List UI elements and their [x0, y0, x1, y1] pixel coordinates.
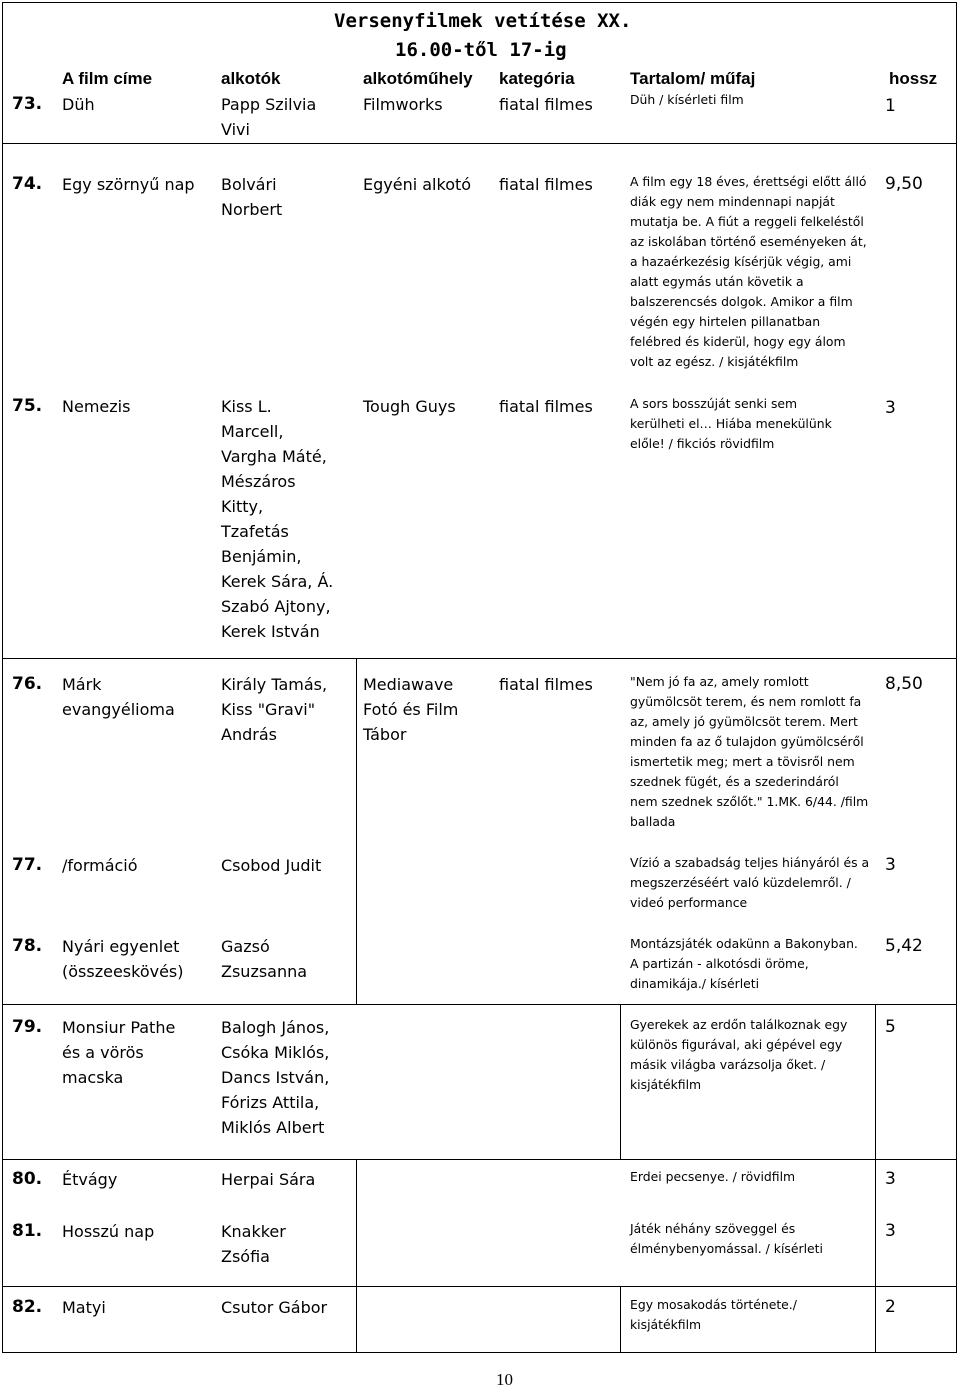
film-workshop: Fotó és Film [363, 700, 459, 719]
group-divider [2, 1159, 957, 1160]
film-creators: Fórizs Attila, [221, 1093, 320, 1112]
film-title: Egy szörnyű nap [62, 175, 195, 194]
film-creators: Miklós Albert [221, 1118, 325, 1137]
film-length: 2 [885, 1297, 896, 1317]
group-divider [2, 658, 957, 659]
film-creators: Tzafetás [221, 522, 289, 541]
film-creators: András [221, 725, 277, 744]
film-description: Gyerekek az erdőn találkoznak egy különös figurával, aki gépével egy másik világba varázsolja őket. / kisjátékfilm [630, 1017, 848, 1092]
header-category: kategória [499, 69, 575, 88]
group-divider [2, 1004, 957, 1005]
film-workshop: Mediawave [363, 675, 454, 694]
film-title: macska [62, 1068, 124, 1087]
film-creators: Zsuzsanna [221, 962, 308, 981]
film-creators: Szabó Ajtony, [221, 597, 331, 616]
film-creators: Benjámin, [221, 547, 302, 566]
film-title: Matyi [62, 1298, 106, 1317]
film-creators: Balogh János, [221, 1018, 330, 1037]
film-description: "Nem jó fa az, amely romlott gyümölcsöt terem, és nem romlott fa az, amely jó gyümölcsöt terem. Mert minden fa az ő tulajdon gyümölcséről ismertetik meg; mert a tövisről nem szednek fügét, és a szederindáról nem szednek szőlőt." 1.MK. 6/44. /film ballada [630, 674, 869, 829]
film-description: Játék néhány szöveggel és élménybenyomással. / kísérleti [630, 1221, 823, 1256]
film-workshop: Filmworks [363, 95, 443, 114]
film-creators: Csutor Gábor [221, 1298, 328, 1317]
film-length: 1 [885, 96, 896, 116]
film-creators: Vivi [221, 120, 250, 139]
film-title: és a vörös [62, 1043, 144, 1062]
film-description: A sors bosszúját senki sem kerülheti el… Hiába menekülünk előle! / fikciós rövidfilm [630, 396, 832, 451]
film-length: 3 [885, 1169, 896, 1189]
film-creators: Knakker [221, 1222, 286, 1241]
group-divider [2, 1286, 957, 1287]
header-content: Tartalom/ műfaj [630, 69, 756, 88]
row-number: 81. [12, 1221, 43, 1241]
row-number: 77. [12, 855, 43, 875]
film-length: 3 [885, 1221, 896, 1241]
film-creators: Gazsó [221, 937, 270, 956]
film-title: Düh [62, 95, 95, 114]
film-length: 3 [885, 398, 896, 418]
film-workshop: Tough Guys [363, 397, 456, 416]
film-workshop: Tábor [363, 725, 407, 744]
film-creators: Zsófia [221, 1247, 270, 1266]
group-divider [2, 143, 957, 144]
film-description: Montázsjáték odakünn a Bakonyban. A partizán - alkotósdi öröme, dinamikája./ kísérleti [630, 936, 858, 991]
film-category: fiatal filmes [499, 175, 593, 194]
film-description: Erdei pecsenye. / rövidfilm [630, 1169, 796, 1184]
header-film-title: A film címe [62, 69, 153, 88]
film-title: evangyélioma [62, 700, 175, 719]
row-number: 82. [12, 1297, 43, 1317]
film-creators: Herpai Sára [221, 1170, 316, 1189]
film-length: 5 [885, 1017, 896, 1037]
film-creators: Vargha Máté, [221, 447, 327, 466]
film-creators: Király Tamás, [221, 675, 328, 694]
film-title: /formáció [62, 856, 138, 875]
row-number: 78. [12, 936, 43, 956]
film-creators: Kitty, [221, 497, 264, 516]
film-creators: Csóka Miklós, [221, 1043, 330, 1062]
film-creators: Dancs István, [221, 1068, 330, 1087]
film-creators: Bolvári [221, 175, 277, 194]
row-number: 80. [12, 1169, 43, 1189]
film-length: 3 [885, 855, 896, 875]
row-number: 75. [12, 396, 43, 416]
film-creators: Mészáros [221, 472, 296, 491]
header-workshop: alkotóműhely [363, 69, 473, 88]
film-workshop: Egyéni alkotó [363, 175, 472, 194]
film-title: Hosszú nap [62, 1222, 155, 1241]
film-category: fiatal filmes [499, 95, 593, 114]
row-number: 79. [12, 1017, 43, 1037]
film-title: Márk [62, 675, 102, 694]
film-title: (összeeskövés) [62, 962, 184, 981]
page-title: Versenyfilmek vetítése XX. [334, 10, 632, 32]
film-length: 8,50 [885, 674, 923, 694]
film-creators: Kerek István [221, 622, 320, 641]
film-creators: Kerek Sára, Á. [221, 572, 334, 591]
header-length: hossz [889, 69, 938, 88]
film-description: Vízió a szabadság teljes hiányáról és a megszerzéséért való küzdelemről. / videó performance [630, 855, 870, 910]
row-number: 73. [12, 94, 43, 114]
table-border-bottom [2, 1352, 957, 1353]
film-category: fiatal filmes [499, 675, 593, 694]
row-number: 74. [12, 174, 43, 194]
film-title: Étvágy [62, 1170, 118, 1189]
film-title: Nemezis [62, 397, 131, 416]
row-number: 76. [12, 674, 43, 694]
film-description: A film egy 18 éves, érettségi előtt álló diák egy nem mindennapi napját mutatja be. A fiút a reggeli felkeléstől az iskolában történő eseményeken át, a hazaérkezésig kísérjük végig, ami alatt egymás után követik a balszerencsés dolgok. Amikor a film végén egy hirtelen pillanatban felébred és kiderül, hogy egy álom volt az egész. / kisjátékfilm [630, 174, 867, 369]
film-length: 9,50 [885, 174, 923, 194]
film-description: Egy mosakodás története./ kisjátékfilm [630, 1297, 797, 1332]
page-number: 10 [496, 1370, 513, 1389]
page-subtitle: 16.00-től 17-ig [395, 39, 567, 61]
film-creators: Csobod Judit [221, 856, 322, 875]
film-creators: Marcell, [221, 422, 284, 441]
table-border-top [2, 2, 957, 3]
film-creators: Papp Szilvia [221, 95, 317, 114]
film-title: Nyári egyenlet [62, 937, 180, 956]
film-creators: Kiss L. [221, 397, 272, 416]
film-creators: Kiss "Gravi" [221, 700, 316, 719]
column-divider [356, 658, 357, 1004]
column-divider [620, 1286, 621, 1352]
film-length: 5,42 [885, 936, 923, 956]
film-creators: Norbert [221, 200, 283, 219]
column-divider [620, 1004, 621, 1159]
film-category: fiatal filmes [499, 397, 593, 416]
column-divider [875, 1004, 876, 1352]
column-divider [356, 1159, 357, 1352]
film-title: Monsiur Pathe [62, 1018, 176, 1037]
film-description: Düh / kísérleti film [630, 92, 744, 107]
header-creators: alkotók [221, 69, 281, 88]
